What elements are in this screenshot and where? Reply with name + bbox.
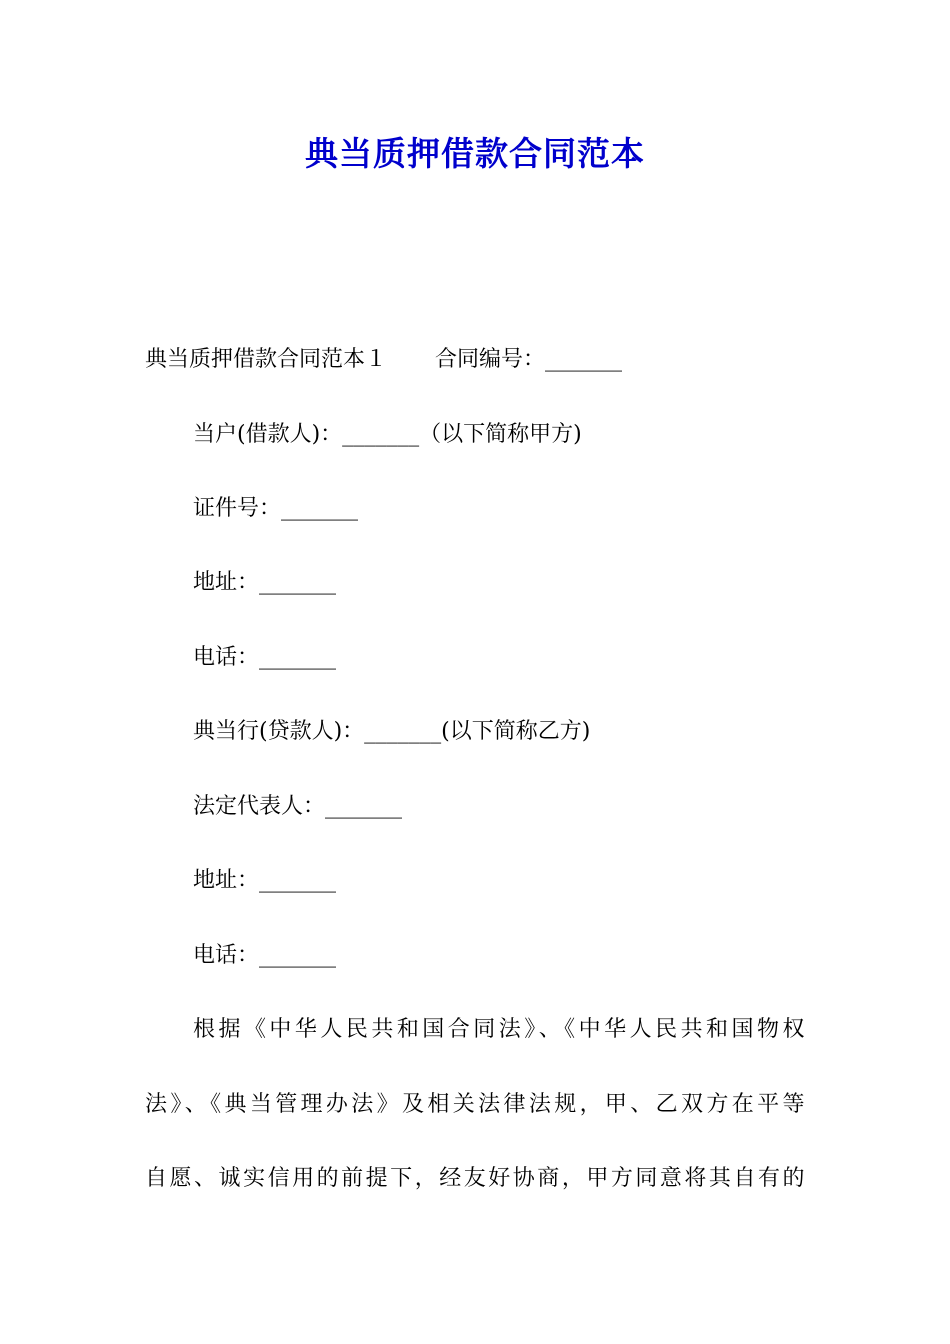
contract-number: 合同编号：_______ (435, 347, 623, 372)
paragraph-line-3: 自愿、诚实信用的前提下，经友好协商，甲方同意将其自有的 (145, 1166, 805, 1191)
document-title: 典当质押借款合同范本 (305, 134, 645, 173)
section-title: 典当质押借款合同范本１ (145, 347, 388, 372)
borrower-line: 当户(借款人)：_______（以下简称甲方) (193, 422, 582, 447)
borrower-address-line: 地址：_______ (193, 570, 337, 595)
paragraph-line-2: 法》、《典当管理办法》及相关法律法规，甲、乙双方在平等 (145, 1092, 805, 1117)
lender-address-line: 地址：_______ (193, 868, 337, 893)
section-heading-line (145, 345, 810, 375)
lender-phone-line: 电话：_______ (193, 943, 337, 968)
borrower-phone-line: 电话：_______ (193, 645, 337, 670)
lender-line: 典当行(贷款人)：_______(以下简称乙方) (193, 719, 591, 744)
paragraph-line-1: 根据《中华人民共和国合同法》、《中华人民共和国物权 (193, 1017, 805, 1042)
borrower-id-line: 证件号：_______ (193, 496, 359, 521)
legal-representative-line: 法定代表人：_______ (193, 794, 403, 819)
